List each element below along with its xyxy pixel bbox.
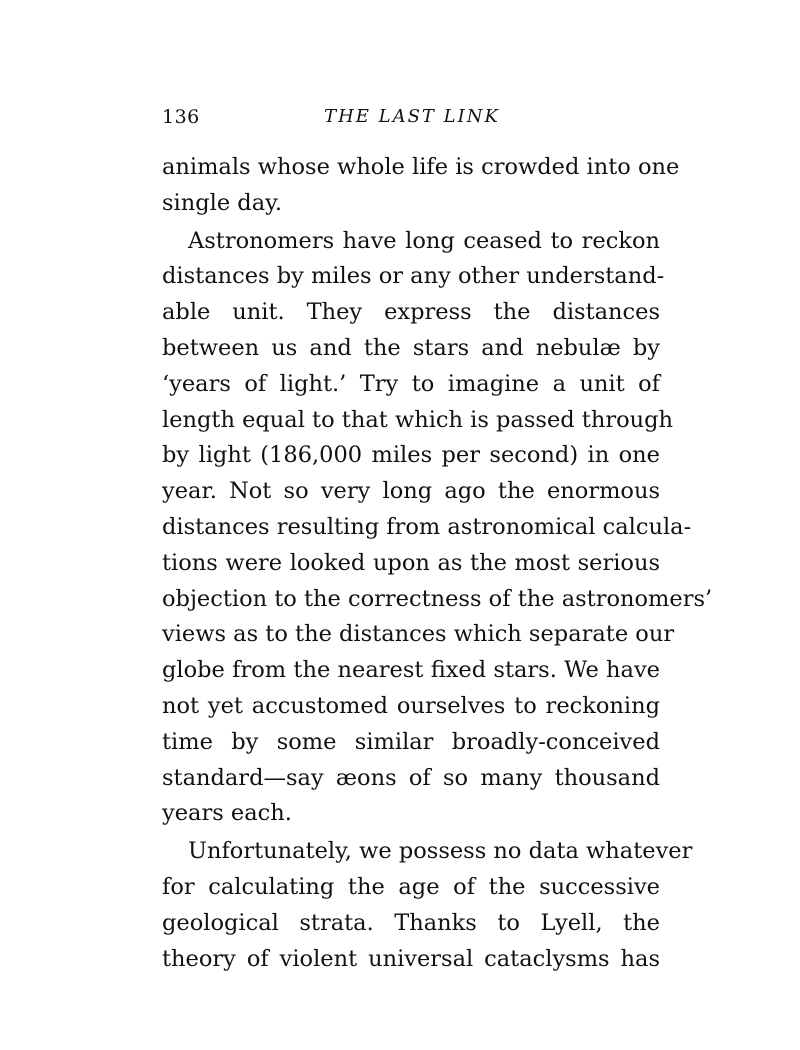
body-text — [162, 150, 713, 977]
text-line: standard—say æons of so many thousand — [162, 764, 660, 791]
page-number: 136 — [162, 106, 200, 128]
text-line: for calculating the age of the successive — [162, 873, 660, 900]
text-line: between us and the stars and nebulæ by — [162, 334, 660, 361]
text-line: time by some similar broadly-conceived — [162, 728, 660, 755]
text-line: Unfortunately, we possess no data whatever — [188, 838, 693, 865]
text-line: geological strata. Thanks to Lyell, the — [162, 909, 660, 936]
text-line: theory of violent universal cataclysms has — [162, 945, 660, 972]
text-line: objection to the correctness of the astronomers’ — [162, 585, 713, 612]
text-line: able unit. They express the distances — [162, 299, 660, 326]
running-title: THE LAST LINK — [324, 106, 500, 127]
text-line: ‘years of light.’ Try to imagine a unit of — [162, 370, 660, 397]
text-line: views as to the distances which separate our — [162, 621, 675, 648]
text-line: Astronomers have long ceased to reckon — [188, 227, 660, 254]
text-line: distances by miles or any other understand- — [162, 263, 665, 290]
text-line: years each. — [162, 800, 292, 827]
paragraph — [162, 834, 693, 977]
text-line: by light (186,000 miles per second) in one — [162, 442, 660, 469]
paragraph — [162, 150, 680, 222]
text-line: year. Not so very long ago the enormous — [162, 478, 660, 505]
text-line: globe from the nearest fixed stars. We have — [162, 657, 660, 684]
running-head — [162, 106, 662, 136]
text-line: length equal to that which is passed through — [162, 406, 674, 433]
text-line: single day. — [162, 189, 282, 216]
text-line: tions were looked upon as the most serious — [162, 549, 660, 576]
paragraph — [162, 224, 713, 833]
text-line: not yet accustomed ourselves to reckoning — [162, 692, 660, 719]
text-line: animals whose whole life is crowded into one — [162, 154, 680, 180]
text-line: distances resulting from astronomical calcula- — [162, 513, 692, 540]
